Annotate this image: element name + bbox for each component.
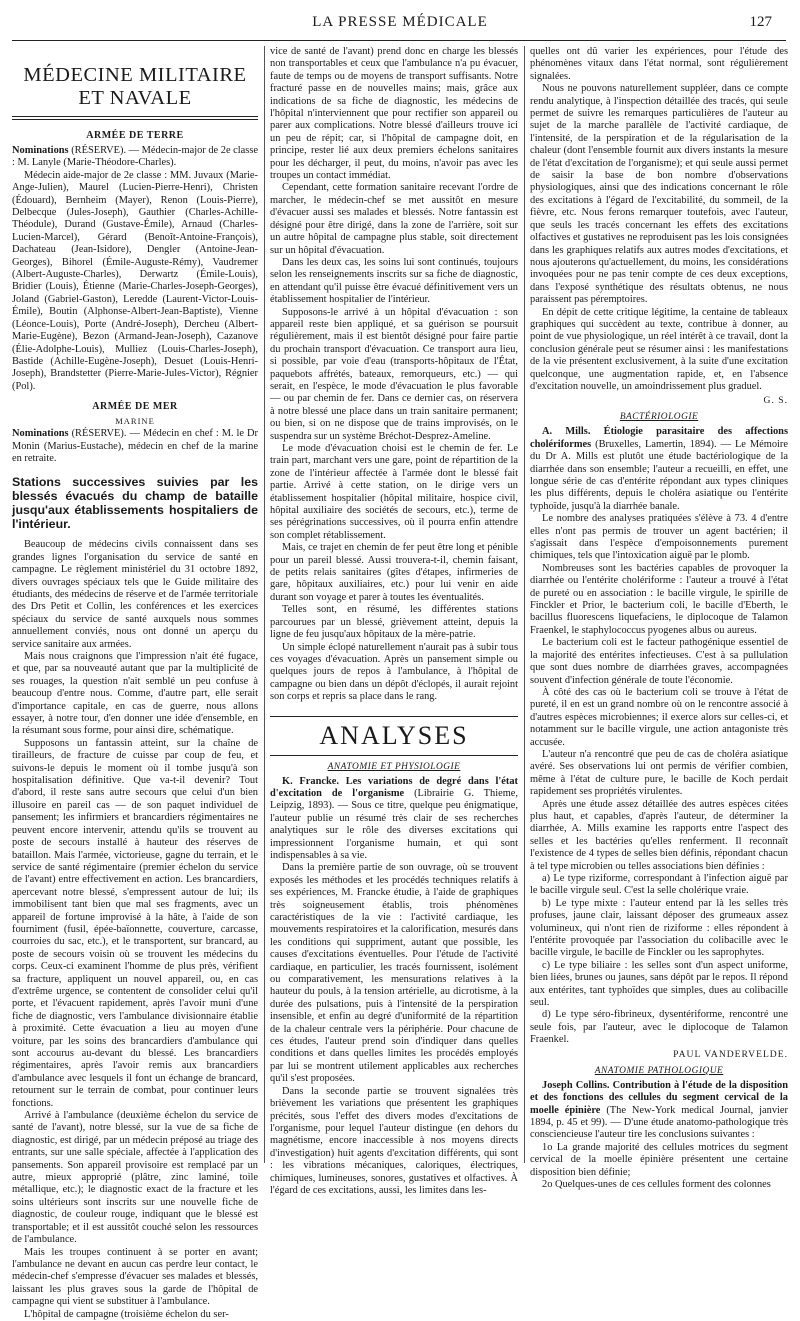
title-rule	[12, 116, 258, 120]
paragraph: Supposons un fantassin atteint, sur la chaîne de tirailleurs, de fracture de cuisse par coup de feu, et suivons-le depuis le moment où il tombe jusqu'à son hospitalisation définitive. Que va-t-il devenir? Tout d'abord, il reste sans autre secours que celui d'un bien illusoire en pareil cas — de son paquet individuel de pansement; les infirmiers et brancardiers régimentaires ne peuvent encore intervenir, attendu qu'ils se trouvent au poste de secours installé à hauteur des réserves de bataillon. Mais l'armée, victorieuse, gagne du terrain, et le service de santé régimentaire (premier échelon du service de l'avant) entre effectivement en action. Les brancardiers, apercevant notre blessé, s'empressent autour de lui; ils immobilisent tant bien que mal ses fragments, avec un appareil de fortune improvisé à la hâte, à l'aide de son fourniment (fusil, épée-baïonnette, couverture, carcasse, courroies du sac, etc.), et le transportent, sur brancard, au poste de secours voisin où se trouvent les médecins du corps. Ceux-ci examinent l'homme de plus près, vérifient sa fracture, appliquent un nouvel appareil, ou, en cas d'extrême urgence, se contentent de consolider celui qu'il porte, et l'évacuent rapidement, après l'avoir muni d'une fiche de diagnostic, vers l'ambulance divisionnaire établie à proximité. Cette évacuation a lieu au moyen d'une voiture, par les soins des brancardiers d'ambulance qui sont accourus au-devant du blessé. Les brancardiers régimentaires, après l'avoir remis aux brancardiers d'ambulance avec lesquels il font un échange de brancard, retournent sur le terrain de combat, pour continuer leurs fonctions.	[12, 737, 258, 1109]
paragraph: À côté des cas où le bacterium coli se trouve à l'état de pureté, il en est un grand nombre où on le rencontre associé à d'autres espèces microbiennes; il exerce alors sur celles-ci, et notamment sur le bacille virgule, une action antagoniste très accusée.	[530, 686, 788, 748]
analyses-banner	[270, 716, 518, 756]
column-divider	[524, 46, 525, 1163]
paragraph: Dans les deux cas, les soins lui sont continués, toujours selon les renseignements inscrits sur sa fiche de diagnostic, en attendant qu'il puisse être évacué définitivement vers un établissement hospitalier de l'intérieur.	[270, 256, 518, 306]
paragraph: A. Mills. Étiologie parasitaire des affections cholériformes (Bruxelles, Lamertin, 1894). — Le Mémoire du Dr A. Mills est plutôt une étude bactériologique de la diarrhée dans son ensemble; l'auteur a recueilli, en effet, une longue série de cas d'entérite répondant aux types cliniques les plus différents, depuis le choléra asiatique ou l'entérite typhoïde, jusqu'à la diarrhée banale.	[530, 426, 788, 512]
paragraph: Un simple éclopé naturellement n'aurait pas à subir tous ces voyages d'évacuation. Après un pansement simple ou quelques jours de repos à l'ambulance, à l'hôpital de campagne ou bien dans un dépôt d'éclopés, il aurait rejoint son corps et repris sa place dans le rang.	[270, 641, 518, 703]
paragraph: Mais, ce trajet en chemin de fer peut être long et pénible pour un pareil blessé. Aussi trouvera-t-il, chemin faisant, de petits relais sanitaires (gîtes d'étapes, infirmeries de gare, hôpitaux auxiliaires, etc.) pour lui venir en aide durant son voyage et parer à toutes les éventualités.	[270, 542, 518, 603]
paragraph: Le mode d'évacuation choisi est le chemin de fer. Le train part, marchant vers une gare, point de répartition de la zone de l'intérieur affectée à l'armée dont le blessé fait partie. Arrivé à cette station, on le dirige vers un établissement hospitalier (hôpital militaire, hospice civil, hôpital auxiliaire des sociétés de secours, etc.), terme de ses pérégrinations successives, où il pourra enfin attendre son complet rétablissement.	[270, 443, 518, 541]
category-heading: ANATOMIE PATHOLOGIQUE	[594, 1065, 724, 1076]
paragraph: Médecin aide-major de 2e classe : MM. Juvaux (Marie-Ange-Julien), Maurel (Lucien-Pierre-Henri), Christen (Édouard), Bernheim (Mayer), Renon (Louis-Pierre), Delbecque (Jules-Joseph), Gauthier (Charles-Achille-Théodule), Durand (Gustave-Émile), Arnaud (Charles-Lucien-Marcel), Gérard (Benoît-Antoine-François), Dachateau (Jean-Isidore), Dengler (Antoine-Jean-Georges), Bihorel (Émile-Auguste-Rémy), Vaudremer (Albert-Auguste-Charles), Derwartz (Émile-Louis), Bridier (Louis), Étienne (Marie-Charles-Joseph-Georges), Joland (Gabriel-Gaston), Leredde (Laurent-Victor-Louis-Émile), Boutin (Alphonse-Albert-Jean-Baptiste), Vienne (Léonce-Louis), Porte (André-Joseph), Dercheu (Albert-Marie-Eugène), Bezon (Armand-Jean-Joseph), Cazanove (Élie-Adolphe-Louis), Mulliez (Louis-Charles-Joseph), Bastide (Achille-Eugène-Joseph), Desuet (Louis-Henri-Joseph), Brandstetter (Pierre-Marie-Jules-Victor), Régnier (Pol).	[12, 169, 258, 392]
paragraph: L'hôpital de campagne (troisième échelon du ser-	[24, 1308, 229, 1320]
paragraph: Arrivé à l'ambulance (deuxième échelon du service de santé de l'avant), notre blessé, sur la vue de sa fiche de diagnostic, est dirigé, par un médecin préposé au triage des entrants, sur une salle spéciale, affectée à l'application des pansements. Son appareil provisoire est remplacé par un autre, mieux approprié (plâtre, zinc laminé, toile métallique, etc.); le diagnostic exact de la fracture et les soins ultérieurs sont inscrits sur une nouvelle fiche de diagnostic, de couleur rouge, indiquant que le blessé est transportable; et il est aussitôt couché selon les ressources de l'ambulance.	[12, 1110, 258, 1246]
paragraph: Telles sont, en résumé, les différentes stations parcourues par un blessé, grièvement atteint, depuis la ligne de feu jusqu'aux hôpitaux de la mère-patrie.	[270, 604, 518, 641]
paragraph: Joseph Collins. Contribution à l'étude de la disposition et des fonctions des cellules du segment cervical de la moelle épinière (The New-York medical Journal, janvier 1894, p. 45 et 99). — D'une étude anatomo-pathologique très consciencieuse l'auteur tire les conclusions suivantes :	[530, 1079, 789, 1141]
navy-subheading: MARINE	[115, 416, 155, 427]
paragraph: En dépit de cette critique légitime, la centaine de tableaux graphiques qui succèdent au texte, contribue à donner, au point de vue physiologique, un réel intérêt à ce travail, dont la conclusion générale peut se résumer ainsi : les manifestations de la vie présentent exclusivement, à la suite d'une excitation quelconque, une augmentation rapide, et, en l'absence d'excitation nouvelle, un amoindrissement plus graduel.	[530, 306, 788, 392]
paragraph: vice de santé de l'avant) prend donc en charge les blessés non transportables et ceux que l'ambulance n'a pu évacuer, faute de temps ou de moyens de transport suffisants. Notre fracturé passe en de nouvelles mains; mais, grâce aux indications de sa fiche de diagnostic, les médecins de l'hôpital n'interviennent que pour rectifier son appareil ou parer aux complications. Notre blessé d'ailleurs trouve ici un peu de répit; car, si l'hôpital de campagne doit, en principe, rester lié aux deux premiers échelons sanitaires pour les décharger, il peut, du moins, n'avoir pas avec les troupes un contact immédiat.	[270, 46, 518, 182]
header-rule	[12, 40, 786, 41]
paragraph: Dans la seconde partie se trouvent signalées très brièvement les variations que présentent les graphiques précités, sous l'effet des divers modes d'excitations de l'organisme, pour lequel l'auteur distingue (en dehors du magnétisme, encore inaccessible à nos moyens directs d'investigation) huit agents d'excitation différents, qui sont : les vibrations mécaniques, caloriques, électriques, chimiques, lumineuses, sonores, gustatives et olfactives. À l'égard de ces excitations, aussi, les limites dans les-	[270, 1085, 518, 1196]
paragraph: d) Le type séro-fibrineux, dysentériforme, rencontré une seule fois, par l'auteur, avec le diplocoque de Talamon Fraenkel.	[530, 1009, 788, 1046]
paragraph: 1o La grande majorité des cellules motrices du segment cervical de la moelle épinière présentent une certaine disposition bien définie;	[530, 1141, 788, 1178]
paragraph: L'auteur n'a rencontré que peu de cas de choléra asiatique avéré. Ses observations lui ont permis de vérifier combien, même à l'état de culture pure, le bacille de Koch perdait rapidement ses propriétés virulentes.	[530, 748, 788, 798]
paragraph: Nous ne pouvons naturellement suppléer, dans ce compte rendu analytique, à l'inspection détaillée des tracés, qui seule permet de suivre les remarques particulières de l'auteur au sujet de la marche parallèle de l'activité cardiaque, de l'intensité, de la perspiration et de la régularisation de la chaleur (dont l'ensemble fournit aux divers instants la mesure de l'état d'excitation de l'organisme); et qui seule aussi permet de saisir la base de bon nombre d'observations physiologiques, ainsi que des indications concernant le rôle des excitations à l'égard de l'excitabilité, du sommeil, de la fièvre, etc. Nous ferons remarquer toutefois, avec l'auteur, que seuls les tracés concernant les effets des excitations olfactives et gustatives ne reproduisent pas les lois consignées dans les graphiques relatifs aux autres modes d'excitations, et nous ajouterons qu'actuellement, du moins, les considérations invoquées pour ne pas tenir compte de ces deux exceptions, dans l'exposé synthétique des résultats obtenus, ne nous paraissent pas péremptoires.	[530, 83, 788, 306]
paragraph: Nombreuses sont les bactéries capables de provoquer la diarrhée ou l'entérite cholériforme : l'auteur a trouvé à l'état de pureté ou en association : le bacille virgule, le spirille de Finckler et Prior, le bacterium coli, le bacille d'Eberth, le bacillus fluorescens liquefaciens, le diplocoque de Talamon Fraenkel, le staphylococcus pyogenes albus ou aureus.	[530, 562, 788, 636]
paragraph: Le bacterium coli est le facteur pathogénique essentiel de la majorité des entérites infectieuses. C'est à sa pullulation que sont dues nombre de diarrhées graves, accompagnées souvent d'infection générale de toute l'économie.	[530, 637, 788, 686]
paragraph: Mais les troupes continuent à se porter en avant; l'ambulance ne devant en aucun cas perdre leur contact, le médecin-chef s'empresse d'évacuer ses malades et blessés, laissant les plus graves sous la garde de l'hôpital de campagne qui vient se substituer à l'ambulance.	[12, 1246, 258, 1308]
running-header	[0, 14, 800, 38]
paragraph: Le nombre des analyses pratiquées s'élève à 73. 4 d'entre elles n'ont pas permis de trouver un agent bactérien; il s'agissait dans l'espèce d'empoisonnements purement chimiques, tels que l'intoxication aiguë par le plomb.	[530, 513, 788, 562]
paragraph: Beaucoup de médecins civils connaissent dans ses grandes lignes l'organisation du service de santé en campagne. Le règlement ministériel du 31 octobre 1892, divers ouvrages spéciaux tels que le Guide militaire des étudiants, des médecins de réserve et de l'armée territoriale des Drs Petit et Collin, les conférences et les exercices spéciaux du service de santé auxquels nous sommes annuellement conviés, nous ont donné un aperçu du service sanitaire aux armées.	[12, 539, 258, 650]
column-divider	[264, 46, 265, 1163]
signature: G. S.	[763, 395, 788, 407]
article-title: Stations successives suivies par les blessés évacués du champ de bataille jusqu'aux établissements hospitaliers de l'intérieur.	[12, 475, 258, 532]
paragraph: Supposons-le arrivé à un hôpital d'évacuation : son appareil reste bien appliqué, et sa guérison se poursuit régulièrement, mais il est bientôt désigné pour faire partie du prochain transport d'évacuation. Ce transport aura lieu, si possible, par voie d'eau (transports-hôpitaux de l'État, paquebots affrétés, bateaux, remorqueurs, etc.) — qui serait, en l'espèce, le mode d'évacuation le plus favorable — ou par chemin de fer. Dans ce dernier cas, on réservera à notre blessé une place dans un train sanitaire permanent; ou bien, si on ne dispose que de trains improvisés, on le suspendra sur un système Bréchot-Desprez-Ameline.	[270, 306, 518, 442]
paragraph: Cependant, cette formation sanitaire recevant l'ordre de marcher, le médecin-chef se met aussitôt en mesure d'évacuer aussi ses malades et blessés. Notre fantassin est désigné pour être dirigé, dans la zone de l'arrière, soit sur un autre hôpital de campagne plus stable, soit directement sur un hôpital d'évacuation.	[270, 182, 518, 256]
category-heading: BACTÉRIOLOGIE	[619, 412, 699, 423]
paragraph: Dans la première partie de son ouvrage, où se trouvent exposés les méthodes et les procédés techniques relatifs à ses expériences, M. Francke étudie, à l'aide de graphiques très soigneusement établis, trois phénomènes caractéristiques de la vie : l'activité cardiaque, les mouvements respiratoires et la calorification, mesurés dans les conditions qui suppriment, autant que possible, les causes d'excitations éventuelles. Pour l'étude de l'activité cardiaque, en particulier, les tracés fournissent, isolément ou comparativement, les mensurations relatives à la hauteur du pouls, à la tension artérielle, au dicrotisme, à la durée des pulsations, puis à l'intensité de la perspiration insensible, et enfin au degré d'uniformité de la répartition de la chaleur centrale vers la périphérie. Pour chacune de ces études, l'auteur prend soin d'indiquer dans quelles conditions et dans quelles limites les procédés employés par lui se montrent utilement applicables aux recherches qu'il s'est proposées.	[270, 862, 518, 1085]
army-heading: ARMÉE DE TERRE	[86, 130, 184, 141]
paragraph: Après une étude assez détaillée des autres espèces citées plus haut, et capables, d'après l'auteur, de déterminer la diarrhée, A. Mills examine les rapports entre l'aspect des selles et les bactéries qu'elles renferment. Il reconnaît l'existence de 4 types de selles bien définis, répondant chacun à tel type microbien ou telles associations bien définies :	[530, 798, 788, 872]
paragraph: Mais nous craignons que l'impression n'ait été fugace, et que, par sa nouveauté autant que par la multiplicité de ses rouages, la question n'ait semblé un peu confuse à beaucoup d'entre nous. Comme, d'autre part, elle serait d'importance capitale, en cas de guerre, nous allons essayer, à notre tour, d'en donner une idée d'ensemble, en la résumant sous forme, pour ainsi dire, schématique.	[12, 651, 258, 737]
paragraph: a) Le type riziforme, correspondant à l'infection aiguë par le bacille virgule seul. C'est la selle cholérique vraie.	[530, 873, 788, 897]
paragraph: K. Francke. Les variations de degré dans l'état d'excitation de l'organisme (Librairie G. Thieme, Leipzig, 1893). — Sous ce titre, quelque peu énigmatique, l'auteur publie un résumé très clair de ses recherches analytiques sur le rôle des diverses excitations qui impressionnent l'organisme humain, et qui sont indispensables à sa vie.	[270, 775, 518, 861]
paragraph: c) Le type biliaire : les selles sont d'un aspect uniforme, bien liées, brunes ou jaunes, sans dépôt par le repos. Il répond aux entérites, tant typhoïdes que simples, dues au colibacille seul.	[530, 959, 788, 1009]
signature: PAUL VANDERVELDE.	[673, 1048, 788, 1060]
journal-title: LA PRESSE MÉDICALE	[312, 14, 488, 30]
analyses-title: ANALYSES	[319, 720, 469, 750]
paragraph: 2o Quelques-unes de ces cellules forment des colonnes	[542, 1178, 771, 1190]
category-heading: ANATOMIE ET PHYSIOLOGIE	[327, 761, 461, 772]
page-number: 127	[749, 14, 772, 30]
column-3	[530, 46, 789, 1190]
column-1	[12, 46, 258, 1320]
paragraph: b) Le type mixte : l'auteur entend par là les selles très profuses, jaune clair, laissant déposer des grumeaux assez volumineux, qui n'ont rien de riziforme : elles répondent à l'entérite provoquée par l'association du colibacille avec le bacille virgule, le bacille de Finckler ou les saprophytes.	[530, 897, 788, 959]
column-2	[270, 46, 518, 1196]
navy-heading: ARMÉE DE MER	[92, 401, 178, 413]
paragraph: Nominations (RÉSERVE). — Médecin-major de 2e classe : M. Lanyle (Marie-Théodore-Charles).	[12, 145, 258, 169]
section-title: MÉDECINE MILITAIRE ET NAVALE	[23, 64, 247, 109]
paragraph: Nominations (RÉSERVE). — Médecin en chef : M. le Dr Monin (Marius-Eustache), médecin en chef de la marine en retraite.	[12, 428, 258, 464]
paragraph: quelles ont dû varier les expériences, pour l'étude des phénomènes vitaux dans l'état normal, sont régulièrement signalées.	[530, 46, 788, 82]
